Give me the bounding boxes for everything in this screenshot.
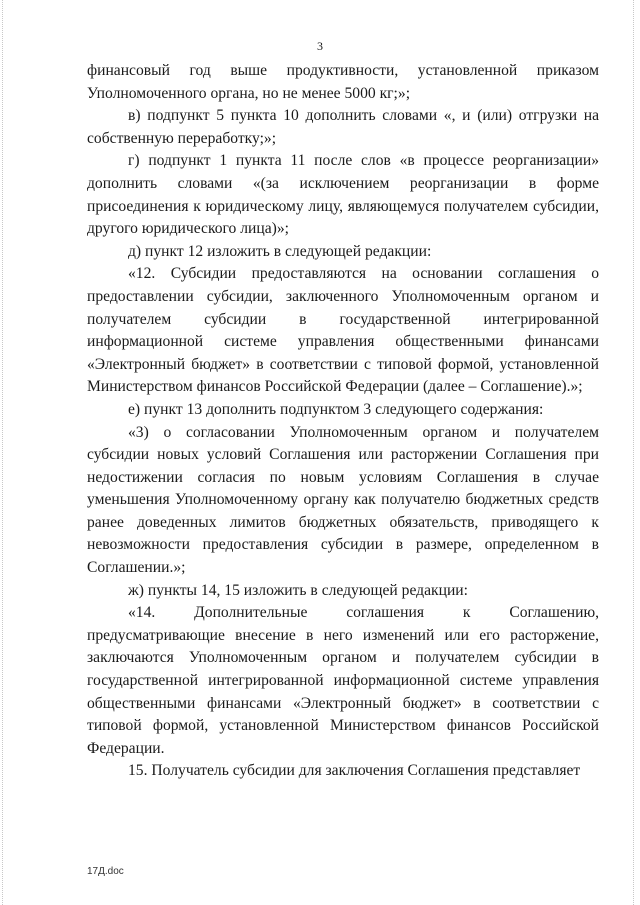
paragraph-8: ж) пункты 14, 15 изложить в следующей редакции: [128,581,468,599]
scan-edge-right [633,0,636,905]
paragraph-1: финансовый год выше продуктивности, установленной приказом Уполномоченного органа, но не менее 5000 кг;»; [87,62,599,102]
file-name-footer: 17Д.doc [87,866,124,877]
paragraph-3: г) подпункт 1 пункта 11 после слов «в процессе реорганизации» дополнить словами «(за исключением реорганизации в форме присоединения к юридическому лицу, являющемуся получателем субсидии, другого юридического лица)»; [87,152,599,238]
paragraph-10: 15. Получатель субсидии для заключения Соглашения представляет [128,762,581,780]
document-body [87,60,599,783]
paragraph-4: д) пункт 12 изложить в следующей редакции: [128,242,432,260]
paragraph-9: «14. Дополнительные соглашения к Соглашению, предусматривающие внесение в него изменений или его расторжение, заключаются Уполномоченным органом и получателем субсидии в государственной интегрированной информационной системе управления общественными финансами «Электронный бюджет» в соответствии с типовой формой, установленной Министерством финансов Российской Федерации. [87,604,599,757]
paragraph-5: «12. Субсидии предоставляются на основании соглашения о предоставлении субсидии, заключенного Уполномоченным органом и получателем субсидии в государственной интегрированной информационной системе управления общественными финансами «Электронный бюджет» в соответствии с типовой формой, установленной Министерством финансов Российской Федерации (далее – Соглашение).»; [87,265,599,396]
scan-edge-left [2,0,5,905]
paragraph-2: в) подпункт 5 пункта 10 дополнить словами «, и (или) отгрузки на собственную переработку;»; [87,107,599,147]
page-number: 3 [317,39,323,53]
paragraph-6: е) пункт 13 дополнить подпунктом 3 следующего содержания: [128,400,544,418]
paragraph-7: «3) о согласовании Уполномоченным органом и получателем субсидии новых условий Соглашения или расторжении Соглашения при недостижении согласия по новым условиям Соглашения в случае уменьшения Уполномоченному органу как получателю бюджетных средств ранее доведенных лимитов бюджетных обязательств, приводящего к невозможности предоставления субсидии в размере, определенном в Соглашении.»; [87,423,599,577]
